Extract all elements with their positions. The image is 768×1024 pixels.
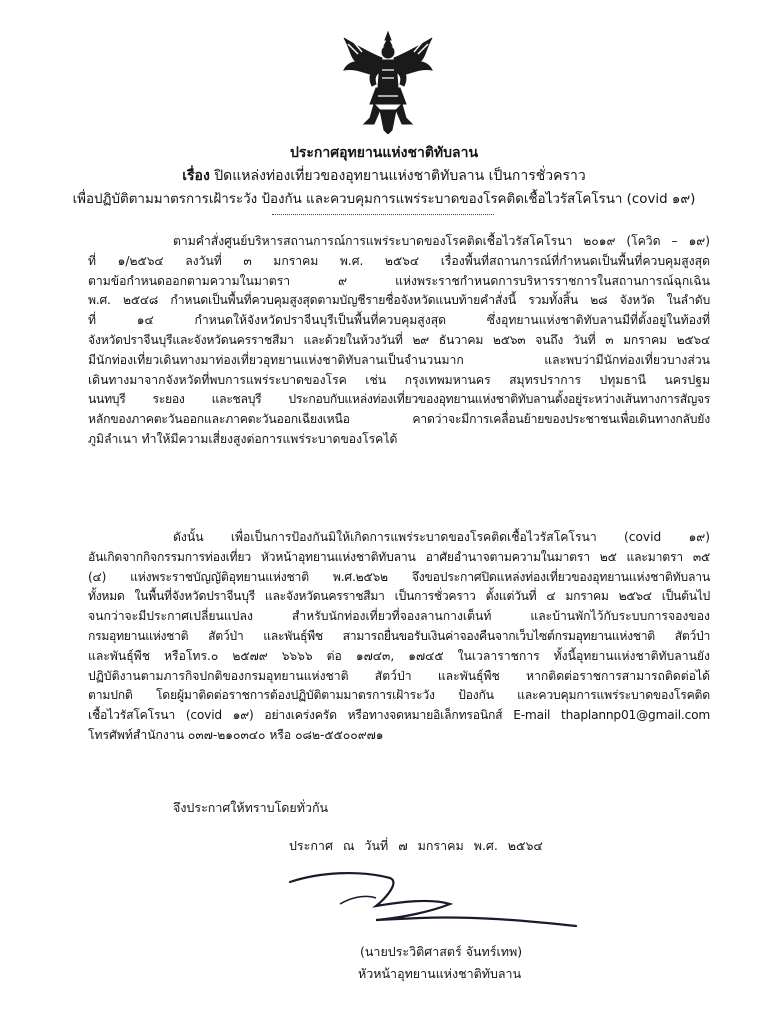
text-line: พ.ศ. ๒๕๔๘ กำหนดเป็นพื้นที่ควบคุมสูงสุดตามบัญชีรายชื่อจังหวัดแนบท้ายคำสั่งนี้ รวมทั้งสิ้น ๒๘ จังหวัด ในลำดับ: [88, 293, 710, 308]
dotted-divider: [272, 214, 494, 215]
text-line: และพันธุ์พืช หรือโทร.๐ ๒๕๗๙ ๖๖๖๖ ต่อ ๑๗๔๓, ๑๗๔๕ ในเวลาราชการ ทั้งนี้อุทยานแห่งชาติทับลานยัง: [88, 648, 710, 663]
paragraph-2: [88, 528, 710, 746]
text-line: จนกว่าจะมีประกาศเปลี่ยนแปลง สำหรับนักท่องเที่ยวที่จองลานกางเต็นท์ และบ้านพักไว้กับระบบการจองของ: [88, 609, 710, 624]
text-line: นนทบุรี ระยอง และชลบุรี ประกอบกับแหล่งท่องเที่ยวของอุทยานแห่งชาติทับลานตั้งอยู่ระหว่างเส้นทางการสัญจร: [88, 392, 710, 407]
text-line: ภูมิลำเนา ทำให้มีความเสี่ยงสูงต่อการแพร่ระบาดของโรคได้: [88, 431, 398, 446]
subject-text: ปิดแหล่งท่องเที่ยวของอุทยานแห่งชาติทับลาน เป็นการชั่วคราว: [214, 168, 586, 184]
garuda-emblem-icon: [340, 30, 436, 134]
subject-line-2: เพื่อปฏิบัติตามมาตรการเฝ้าระวัง ป้องกัน และควบคุมการแพร่ระบาดของโรคติดเชื้อไวรัสโคโรนา (covid ๑๙): [72, 192, 696, 207]
signer-name: (นายประวิติศาสตร์ จันทร์เทพ): [360, 944, 523, 959]
text-line: ตามคำสั่งศูนย์บริหารสถานการณ์การแพร่ระบาดของโรคติดเชื้อไวรัสโคโรนา ๒๐๑๙ (โควิด – ๑๙): [173, 234, 710, 248]
text-line: (๔) แห่งพระราชบัญญัติอุทยานแห่งชาติ พ.ศ.๒๕๖๒ จึงขอประกาศปิดแหล่งท่องเที่ยวของอุทยานแห่งชาติทับลาน: [88, 569, 710, 584]
text-line: ที่ ๑/๒๕๖๔ ลงวันที่ ๓ มกราคม พ.ศ. ๒๕๖๔ เรื่องพื้นที่สถานการณ์ที่กำหนดเป็นพื้นที่ควบคุมสูงสุด: [88, 253, 710, 268]
text-line: ปฏิบัติงานตามภารกิจปกติของกรมอุทยานแห่งชาติ สัตว์ป่า และพันธุ์พืช หากติดต่อราชการสามารถติดต่อได้: [88, 668, 710, 683]
paragraph-1: [88, 232, 710, 450]
text-line: โทรศัพท์สำนักงาน ๐๓๗-๒๑๐๓๔๐ หรือ ๐๘๒-๕๕๐๐๙๗๑: [88, 727, 384, 742]
signer-title: หัวหน้าอุทยานแห่งชาติทับลาน: [358, 966, 522, 981]
subject-line: [0, 165, 768, 187]
text-line: ดังนั้น เพื่อเป็นการป้องกันมิให้เกิดการแพร่ระบาดของโรคติดเชื้อไวรัสโคโรนา (covid ๑๙): [173, 530, 710, 544]
text-line: ตามข้อกำหนดออกตามความในมาตรา ๙ แห่งพระราชกำหนดการบริหารราชการในสถานการณ์ฉุกเฉิน: [88, 273, 710, 288]
announcement-title: ประกาศอุทยานแห่งชาติทับลาน: [289, 145, 479, 161]
text-line: เชื้อไวรัสโคโรนา (covid ๑๙) อย่างเคร่งครัด หรือทางจดหมายอิเล็กทรอนิกส์ E-mail thaplannp01@gmail.com: [88, 708, 710, 723]
announcement-date: ประกาศ ณ วันที่ ๗ มกราคม พ.ศ. ๒๕๖๔: [289, 838, 543, 853]
text-line: ทั้งหมด ในพื้นที่จังหวัดปราจีนบุรี และจังหวัดนครราชสีมา เป็นการชั่วคราว ตั้งแต่วันที่ ๔ มกราคม ๒๕๖๔ เป็นต้นไป: [88, 589, 710, 604]
text-line: จังหวัดปราจีนบุรีและจังหวัดนครราชสีมา และด้วยในห้วงวันที่ ๒๙ ธันวาคม ๒๕๖๓ จนถึง วันที่ ๓ มกราคม ๒๕๖๔: [88, 332, 710, 347]
subject-label: เรื่อง: [182, 168, 210, 184]
text-line: มีนักท่องเที่ยวเดินทางมาท่องเที่ยวอุทยานแห่งชาติทับลานเป็นจำนวนมาก และพบว่ามีนักท่องเที่ยวบางส่วน: [88, 352, 710, 367]
text-line: อันเกิดจากกิจกรรมการท่องเที่ยว หัวหน้าอุทยานแห่งชาติทับลาน อาศัยอำนาจตามความในมาตรา ๒๕ และมาตรา ๓๕: [88, 549, 710, 564]
text-line: ที่ ๑๔ กำหนดให้จังหวัดปราจีนบุรีเป็นพื้นที่ควบคุมสูงสุด ซึ่งอุทยานแห่งชาติทับลานมีที่ตั้งอยู่ในท้องที่: [88, 313, 710, 328]
handwritten-signature: [280, 868, 580, 938]
text-line: ตามปกติ โดยผู้มาติดต่อราชการต้องปฏิบัติตามมาตรการเฝ้าระวัง ป้องกัน และควบคุมการแพร่ระบาดของโรคติด: [88, 688, 710, 703]
text-line: เดินทางมาจากจังหวัดที่พบการแพร่ระบาดของโรค เช่น กรุงเทพมหานคร สมุทรปราการ ปทุมธานี นครปฐม: [88, 372, 710, 387]
text-line: กรมอุทยานแห่งชาติ สัตว์ป่า และพันธุ์พืช สามารถยื่นขอรับเงินค่าจองคืนจากเว็บไซต์กรมอุทยานแห่งชาติ สัตว์ป่า: [88, 628, 710, 643]
text-line: หลักของภาคตะวันออกและภาคตะวันออกเฉียงเหนือ คาดว่าจะมีการเคลื่อนย้ายของประชาชนเพื่อเดินทางกลับยัง: [88, 412, 710, 427]
closing-statement: จึงประกาศให้ทราบโดยทั่วกัน: [173, 800, 329, 815]
